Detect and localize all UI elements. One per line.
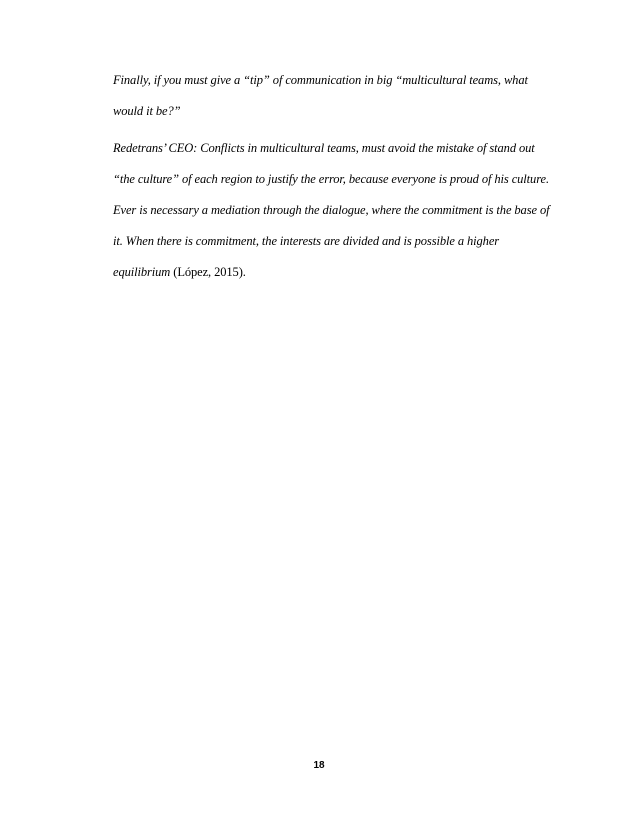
answer-line-4: it. When there is commitment, the interests are divided and is possible a higher bbox=[113, 234, 500, 248]
answer-final-italic-text: equilibrium bbox=[113, 265, 171, 279]
answer-line-2: “the culture” of each region to justify the error, because everyone is proud of his culture. bbox=[113, 172, 549, 186]
question-line-1: Finally, if you must give a “tip” of communication in big “multicultural teams, what bbox=[113, 73, 528, 87]
answer-line-3: Ever is necessary a mediation through the dialogue, where the commitment is the base of bbox=[113, 203, 550, 217]
question-line-2: would it be?” bbox=[113, 104, 181, 118]
citation: (López, 2015). bbox=[170, 265, 246, 279]
answer-line-5 bbox=[113, 264, 246, 280]
answer-line-1: Redetrans’ CEO: Conflicts in multicultural teams, must avoid the mistake of stand out bbox=[113, 141, 535, 155]
page-number: 18 bbox=[313, 760, 325, 771]
